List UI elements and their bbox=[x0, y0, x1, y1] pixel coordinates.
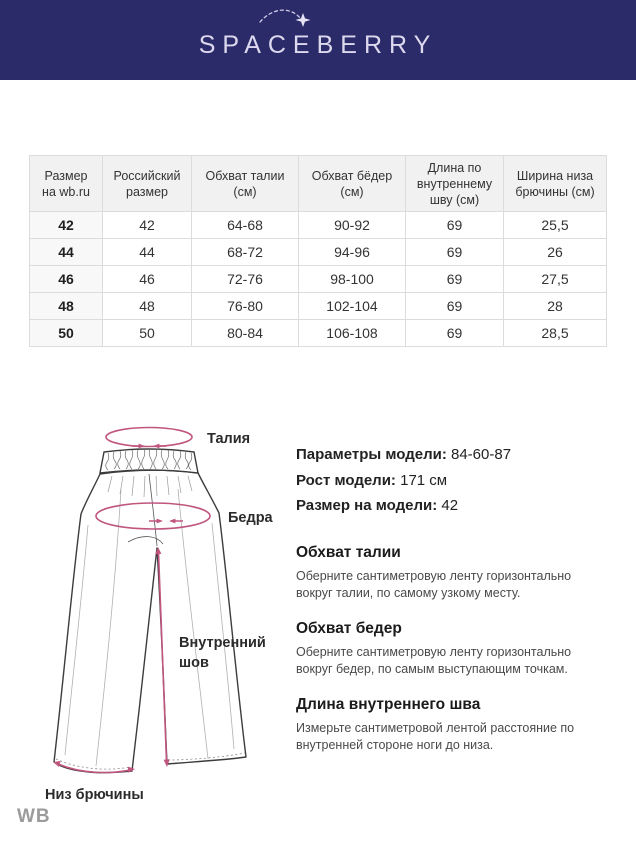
brand-header bbox=[0, 0, 636, 80]
guide-title: Обхват бедер bbox=[296, 620, 402, 637]
table-row bbox=[30, 293, 607, 320]
size-cell: 42 bbox=[103, 212, 192, 239]
size-table-header bbox=[30, 156, 607, 212]
size-cell: 28,5 bbox=[504, 320, 607, 347]
size-cell: 44 bbox=[103, 239, 192, 266]
size-cell: 27,5 bbox=[504, 266, 607, 293]
guide-section-waist bbox=[296, 544, 608, 601]
column-header: Ширина низа брючины (см) bbox=[504, 156, 607, 212]
size-cell: 69 bbox=[406, 212, 504, 239]
size-cell: 69 bbox=[406, 293, 504, 320]
model-size-label: Размер на модели: bbox=[296, 497, 438, 514]
model-size-value: 42 bbox=[441, 497, 459, 514]
size-cell: 64-68 bbox=[192, 212, 299, 239]
hem-label: Низ брючины bbox=[45, 787, 144, 803]
brand-logo bbox=[0, 0, 636, 80]
size-cell: 68-72 bbox=[192, 239, 299, 266]
model-params-value: 84-60-87 bbox=[451, 446, 512, 463]
guide-title: Длина внутреннего шва bbox=[296, 696, 481, 713]
size-cell: 69 bbox=[406, 320, 504, 347]
size-cell: 102-104 bbox=[299, 293, 406, 320]
table-row bbox=[30, 239, 607, 266]
model-info bbox=[296, 442, 511, 519]
hips-label: Бедра bbox=[228, 510, 273, 526]
size-cell: 48 bbox=[103, 293, 192, 320]
inseam-label: Внутренний шов bbox=[179, 635, 266, 671]
guide-section-inseam bbox=[296, 696, 608, 753]
size-cell: 46 bbox=[103, 266, 192, 293]
model-params-label: Параметры модели: bbox=[296, 446, 447, 463]
size-cell: 98-100 bbox=[299, 266, 406, 293]
size-table-body bbox=[30, 212, 607, 347]
size-cell: 50 bbox=[103, 320, 192, 347]
guide-text: Измерьте сантиметровой лентой расстояние по внутренней стороне ноги до низа. bbox=[296, 721, 575, 752]
column-header: Размер на wb.ru bbox=[30, 156, 103, 212]
guide-title: Обхват талии bbox=[296, 544, 401, 561]
size-cell: 44 bbox=[30, 239, 103, 266]
brand-logo-text: SPACEBERRY bbox=[198, 30, 438, 59]
size-cell: 28 bbox=[504, 293, 607, 320]
size-cell: 76-80 bbox=[192, 293, 299, 320]
size-cell: 48 bbox=[30, 293, 103, 320]
waist-label: Талия bbox=[207, 431, 251, 447]
waist-measure-line bbox=[106, 428, 192, 449]
header-row bbox=[30, 156, 607, 212]
guide-section-hips bbox=[296, 620, 608, 677]
model-height-label: Рост модели: bbox=[296, 471, 396, 489]
table-row bbox=[30, 320, 607, 347]
table-row bbox=[30, 212, 607, 239]
shooting-star-icon bbox=[252, 6, 352, 40]
size-cell: 26 bbox=[504, 239, 607, 266]
column-header: Обхват бёдер (см) bbox=[299, 156, 406, 212]
column-header: Российский размер bbox=[103, 156, 192, 212]
size-cell: 46 bbox=[30, 266, 103, 293]
model-height-value: 171 см bbox=[400, 471, 448, 489]
size-cell: 69 bbox=[406, 239, 504, 266]
size-cell: 94-96 bbox=[299, 239, 406, 266]
size-cell: 90-92 bbox=[299, 212, 406, 239]
guide-text: Оберните сантиметровую ленту горизонтально вокруг талии, по самому узкому месту. bbox=[296, 569, 572, 600]
size-table bbox=[29, 155, 607, 347]
size-cell: 50 bbox=[30, 320, 103, 347]
guide-text: Оберните сантиметровую ленту горизонтально вокруг бедер, по самым выступающим точкам. bbox=[296, 645, 572, 676]
size-cell: 106-108 bbox=[299, 320, 406, 347]
size-cell: 42 bbox=[30, 212, 103, 239]
column-header: Обхват талии (см) bbox=[192, 156, 299, 212]
model-size-line bbox=[296, 493, 511, 519]
size-cell: 80-84 bbox=[192, 320, 299, 347]
pants-technical-drawing bbox=[20, 415, 300, 815]
model-params-line bbox=[296, 442, 511, 468]
model-height-line bbox=[296, 468, 511, 494]
table-row bbox=[30, 266, 607, 293]
column-header: Длина по внутреннему шву (см) bbox=[406, 156, 504, 212]
size-cell: 72-76 bbox=[192, 266, 299, 293]
wb-watermark: WB bbox=[17, 806, 51, 827]
size-cell: 25,5 bbox=[504, 212, 607, 239]
size-cell: 69 bbox=[406, 266, 504, 293]
